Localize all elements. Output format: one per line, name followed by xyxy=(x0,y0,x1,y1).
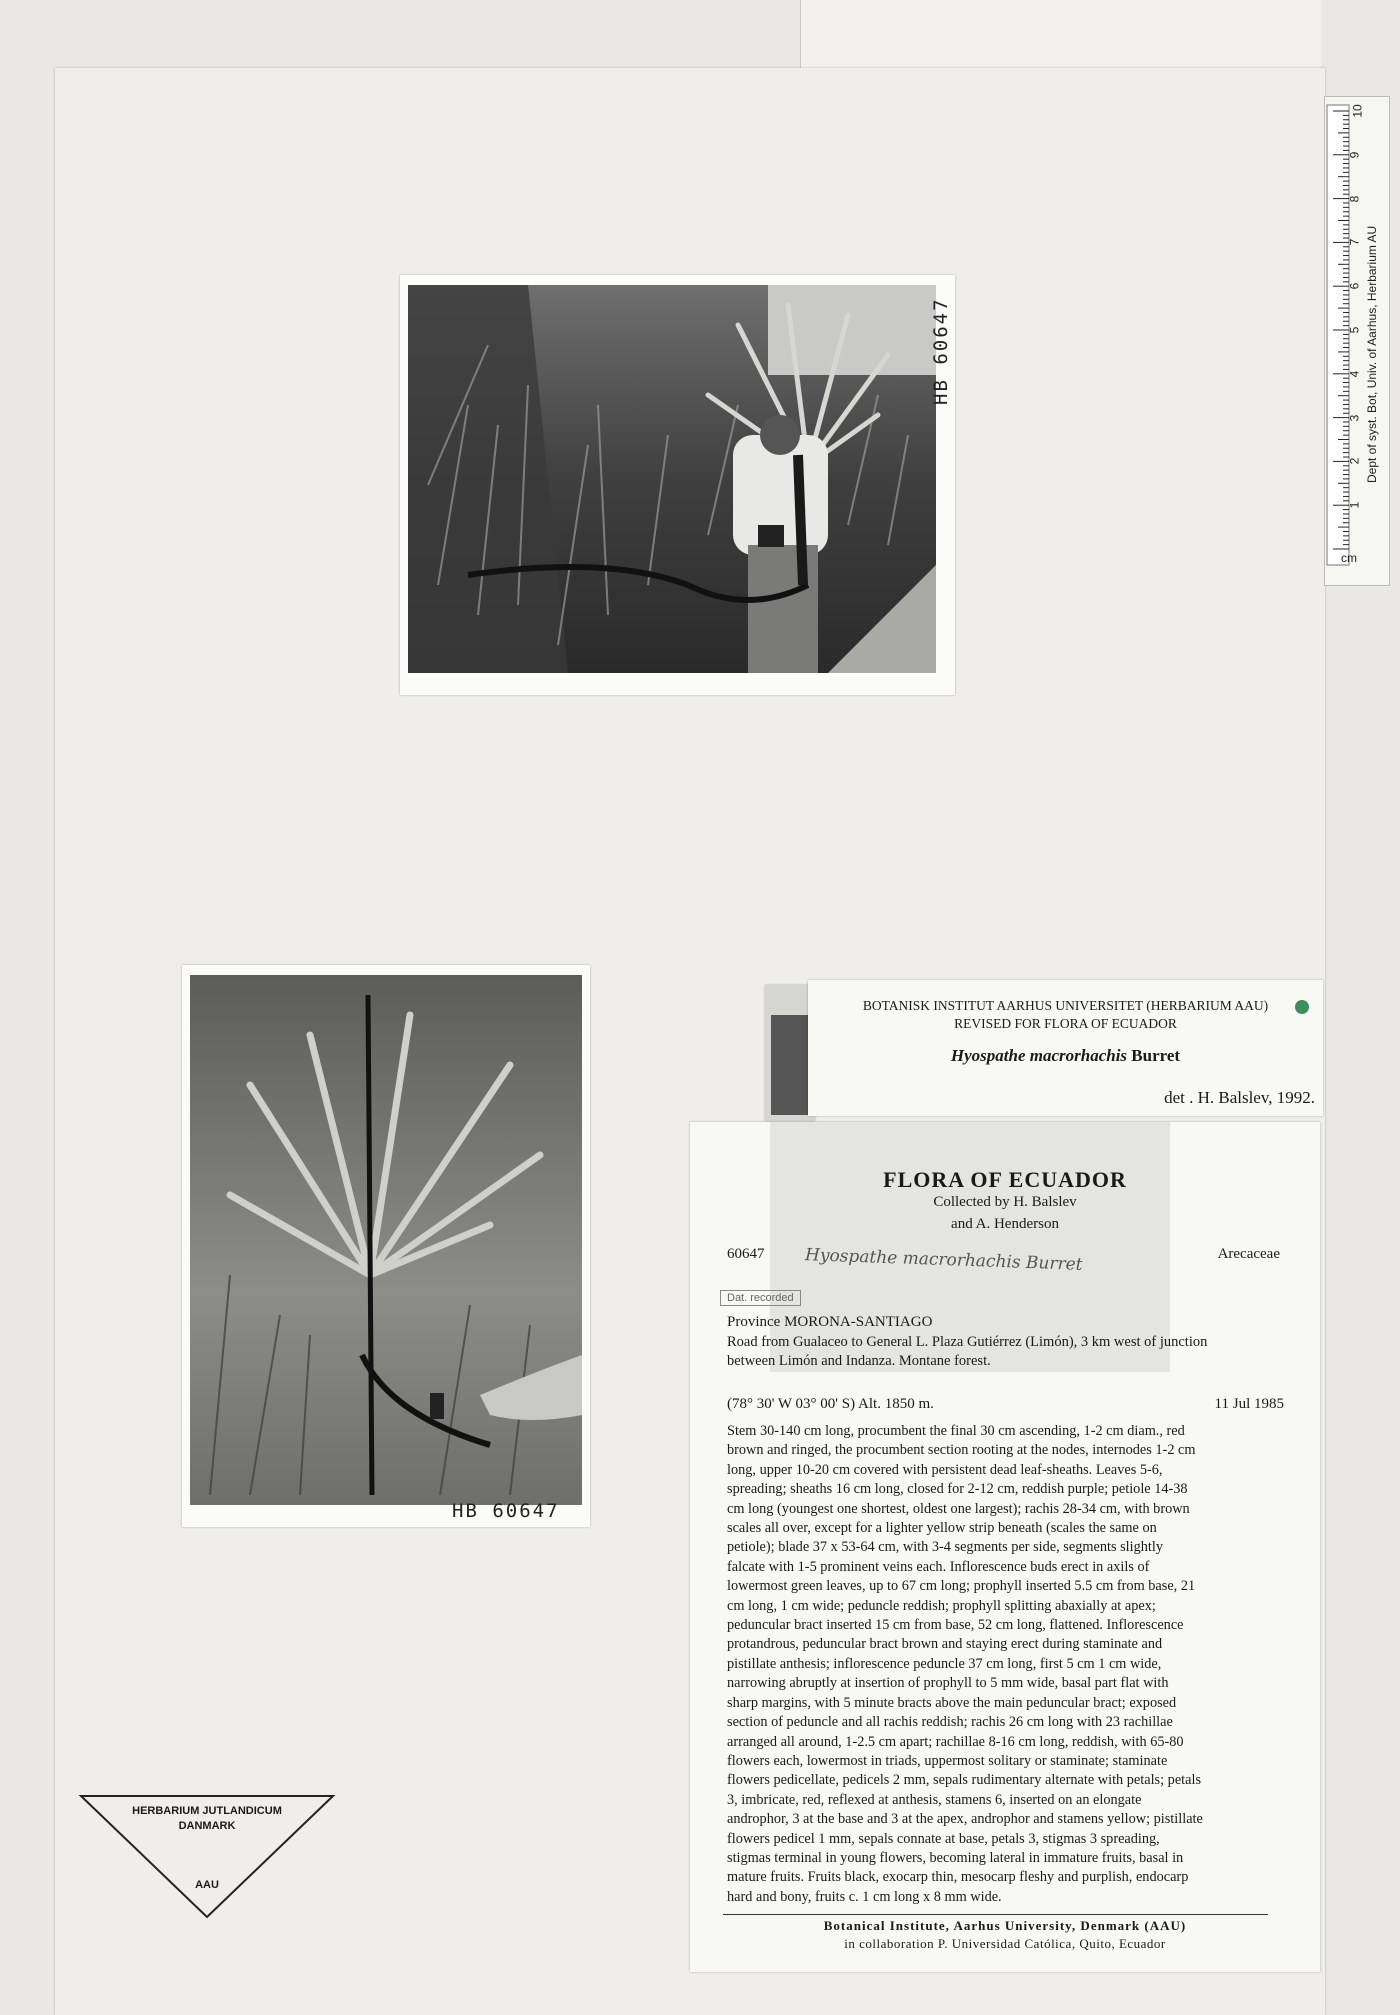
ruler-number: 8 xyxy=(1347,195,1362,202)
family-name: Arecaceae xyxy=(1217,1246,1280,1262)
collection-date: 11 Jul 1985 xyxy=(1214,1396,1284,1412)
stamp-line-1: HERBARIUM JUTLANDICUM xyxy=(132,1805,282,1817)
description-line: 3, imbricate, red, reflexed at anthesis, stamens 6, inserted on an elongate xyxy=(727,1791,1142,1808)
det-revised-for: REVISED FOR FLORA OF ECUADOR xyxy=(954,1016,1177,1031)
description-line: petiole); blade 37 x 53-64 cm, with 3-4 segments per side, segments slightly xyxy=(727,1539,1163,1556)
description-line: pistillate anthesis; inflorescence peduncle 37 cm long, first 5 cm 1 cm wide, xyxy=(727,1655,1162,1672)
stamp-line-2: DANMARK xyxy=(178,1820,236,1832)
description-line: cm long, 1 cm wide; peduncle reddish; prophyll splitting abaxially at apex; xyxy=(727,1597,1156,1614)
det-taxon-genus-species: Hyospathe macrorhachis xyxy=(950,1046,1128,1065)
description-line: brown and ringed, the procumbent section rooting at the nodes, internodes 1-2 cm xyxy=(727,1442,1196,1459)
description-line: falcate with 1-5 prominent veins each. Inflorescence buds erect in axils of xyxy=(727,1558,1150,1575)
ruler-number: 7 xyxy=(1347,239,1362,246)
footer-line-2: in collaboration P. Universidad Católica, Quito, Ecuador xyxy=(844,1936,1166,1951)
photo-top-annotation: HB 60647 xyxy=(930,297,952,405)
description-line: androphor, 3 at the base and 3 at the apex, androphor and stamens yellow; pistillate xyxy=(727,1811,1203,1828)
photo-man-holding-palm xyxy=(408,285,936,673)
label-title: FLORA OF ECUADOR xyxy=(883,1167,1127,1192)
handwritten-taxon: Hyospathe macrorhachis Burret xyxy=(804,1245,1083,1275)
description-line: flowers pedicellate, pedicels 2 mm, sepals rudimentary alternate with petals; petals xyxy=(727,1772,1202,1789)
description-line: hard and bony, fruits c. 1 cm long x 8 mm wide. xyxy=(727,1888,1002,1905)
det-determiner: det . H. Balslev, 1992. xyxy=(1164,1088,1315,1107)
description-line: arranged all around, 1-2.5 cm apart; rachillae 8-16 cm long, reddish, with 65-80 xyxy=(727,1733,1184,1750)
ruler-number: 1 xyxy=(1347,501,1362,509)
description-line: section of peduncle and all rachis reddish; rachis 26 cm long with 23 rachillae xyxy=(727,1714,1173,1731)
ruler-number: 3 xyxy=(1347,414,1362,421)
footer-line-1: Botanical Institute, Aarhus University, Denmark (AAU) xyxy=(823,1918,1187,1933)
ruler-number: 5 xyxy=(1347,326,1362,334)
description-line: lowermost green leaves, up to 67 cm long; prophyll inserted 5.5 cm from base, 21 xyxy=(727,1578,1196,1595)
det-taxon-author: Burret xyxy=(1131,1046,1181,1065)
description-line: stigmas terminal in young flowers, becoming lateral in immature fruits, basal in xyxy=(727,1849,1184,1866)
description-line: long, upper 10-20 cm covered with persistent dead leaf-sheaths. Leaves 5-6, xyxy=(727,1461,1163,1478)
background-paper-strip xyxy=(800,0,1321,71)
ruler-number: 2 xyxy=(1347,458,1362,465)
ruler-number: 6 xyxy=(1347,282,1362,290)
footer-divider xyxy=(723,1914,1268,1915)
det-institution: BOTANISK INSTITUT AARHUS UNIVERSITET (HERBARIUM AAU) xyxy=(862,998,1269,1013)
description-line: narrowing abruptly at insertion of prophyll to 5 mm wide, basal part flat with xyxy=(727,1675,1169,1692)
stamp-code: AAU xyxy=(195,1879,219,1891)
locality-line-2: between Limón and Indanza. Montane forest. xyxy=(727,1353,991,1369)
description-line: flowers pedicel 1 mm, sepals connate at base, petals 3, stigmas 3 spreading, xyxy=(727,1830,1160,1847)
photo-bottom-mount xyxy=(182,965,590,1527)
ruler-number: 10 xyxy=(1350,104,1365,118)
description-line: peduncular bract inserted 15 cm from base, 52 cm long, flattened. Inflorescence xyxy=(727,1617,1184,1634)
description-line: sharp margins, with 5 minute bracts above the main peduncular bract; exposed xyxy=(727,1694,1177,1711)
locality-line-1: Road from Gualaceo to General L. Plaza Gutiérrez (Limón), 3 km west of junction xyxy=(727,1334,1208,1350)
plant-description xyxy=(727,1422,1287,1907)
province: Province MORONA-SANTIAGO xyxy=(727,1314,933,1330)
ruler-caption: Dept of syst. Bot, Univ. of Aarhus, Herbarium AU xyxy=(1365,225,1379,483)
det-taxon-name xyxy=(808,1046,1323,1066)
photo-top-mount xyxy=(400,275,955,695)
scale-ruler xyxy=(1324,96,1390,586)
green-dot-icon xyxy=(1295,1000,1309,1014)
collector-line-1: Collected by H. Balslev xyxy=(933,1194,1077,1210)
ruler-number: 4 xyxy=(1347,370,1362,378)
date-recorded-stamp: Dat. recorded xyxy=(720,1290,801,1306)
herbarium-triangle-stamp xyxy=(78,1793,336,1921)
ruler-number: 9 xyxy=(1347,151,1362,159)
description-line: spreading; sheaths 16 cm long, closed for 2-12 cm, reddish purple; petiole 14-38 xyxy=(727,1481,1188,1498)
photo-palm-closeup xyxy=(190,975,582,1505)
collection-number: 60647 xyxy=(727,1246,765,1262)
description-line: cm long (youngest one shortest, oldest one largest); rachis 28-34 cm, with brown xyxy=(727,1500,1190,1517)
description-line: mature fruits. Fruits black, exocarp thin, mesocarp fleshy and purplish, endocarp xyxy=(727,1869,1189,1886)
description-line: flowers each, lowermost in triads, uppermost solitary or staminate; staminate xyxy=(727,1752,1168,1769)
coordinates-altitude: (78° 30' W 03° 00' S) Alt. 1850 m. xyxy=(727,1396,934,1412)
flora-of-ecuador-label xyxy=(690,1122,1320,1972)
description-line: scales all over, except for a lighter yellow strip beneath (scales the same on xyxy=(727,1520,1157,1537)
photo-bottom-annotation: HB 60647 xyxy=(452,1500,560,1522)
determination-label xyxy=(808,980,1323,1116)
ruler-unit: cm xyxy=(1341,551,1357,565)
description-line: protandrous, peduncular bract brown and staying erect during staminate and xyxy=(727,1636,1163,1653)
collector-line-2: and A. Henderson xyxy=(951,1216,1059,1232)
description-line: Stem 30-140 cm long, procumbent the final 30 cm ascending, 1-2 cm diam., red xyxy=(727,1423,1185,1439)
